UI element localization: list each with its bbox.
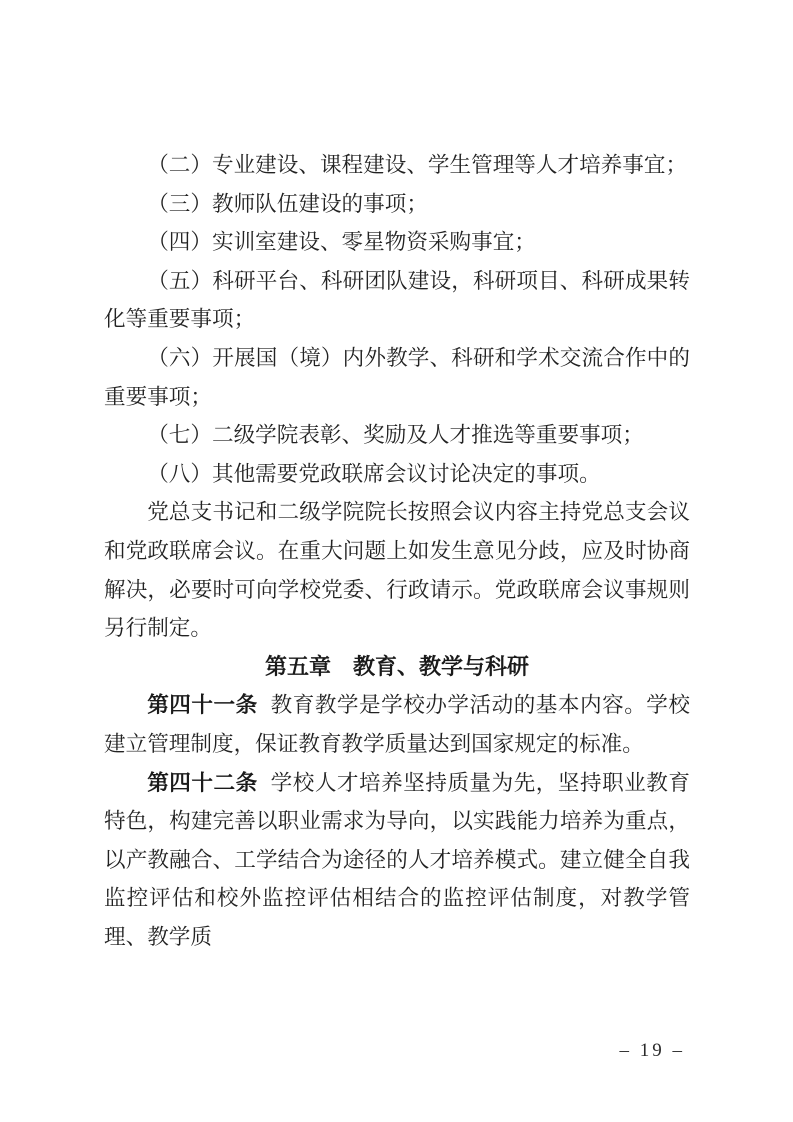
list-item-5: （五）科研平台、科研团队建设，科研项目、科研成果转化等重要事项；: [104, 268, 690, 332]
document-body: [104, 146, 690, 956]
list-item-7: （七）二级学院表彰、奖励及人才推选等重要事项；: [147, 423, 644, 448]
article-41-number: 第四十一条: [147, 692, 258, 718]
closing-paragraph: 党总支书记和二级学院院长按照会议内容主持党总支会议和党政联席会议。在重大问题上如发生意见分歧，应及时协商解决，必要时可向学校党委、行政请示。党政联席会议事规则另行制定。: [104, 500, 690, 641]
list-item-8: （八）其他需要党政联席会议讨论决定的事项。: [147, 461, 601, 486]
article-42-text: 学校人才培养坚持质量为先，坚持职业教育特色，构建完善以职业需求为导向，以实践能力培养为重点，以产教融合、工学结合为途径的人才培养模式。建立健全自我监控评估和校外监控评估相结合的监控评估制度，对教学管理、教学质: [104, 770, 690, 949]
article-41-text: 教育教学是学校办学活动的基本内容。学校建立管理制度，保证教育教学质量达到国家规定的标准。: [104, 693, 690, 756]
article-41: [104, 686, 690, 763]
list-item-6: （六）开展国（境）内外教学、科研和学术交流合作中的重要事项；: [104, 345, 690, 409]
list-item-3: （三）教师队伍建设的事项；: [147, 191, 428, 216]
page-number: – 19 –: [619, 1040, 685, 1061]
chapter-heading: 第五章 教育、教学与科研: [264, 653, 529, 679]
list-item-2: （二）专业建设、课程建设、学生管理等人才培养事宜；: [147, 153, 688, 177]
list-item-4: （四）实训室建设、零星物资采购事宜；: [147, 230, 536, 255]
article-42: [104, 764, 690, 957]
article-42-number: 第四十二条: [147, 769, 258, 795]
